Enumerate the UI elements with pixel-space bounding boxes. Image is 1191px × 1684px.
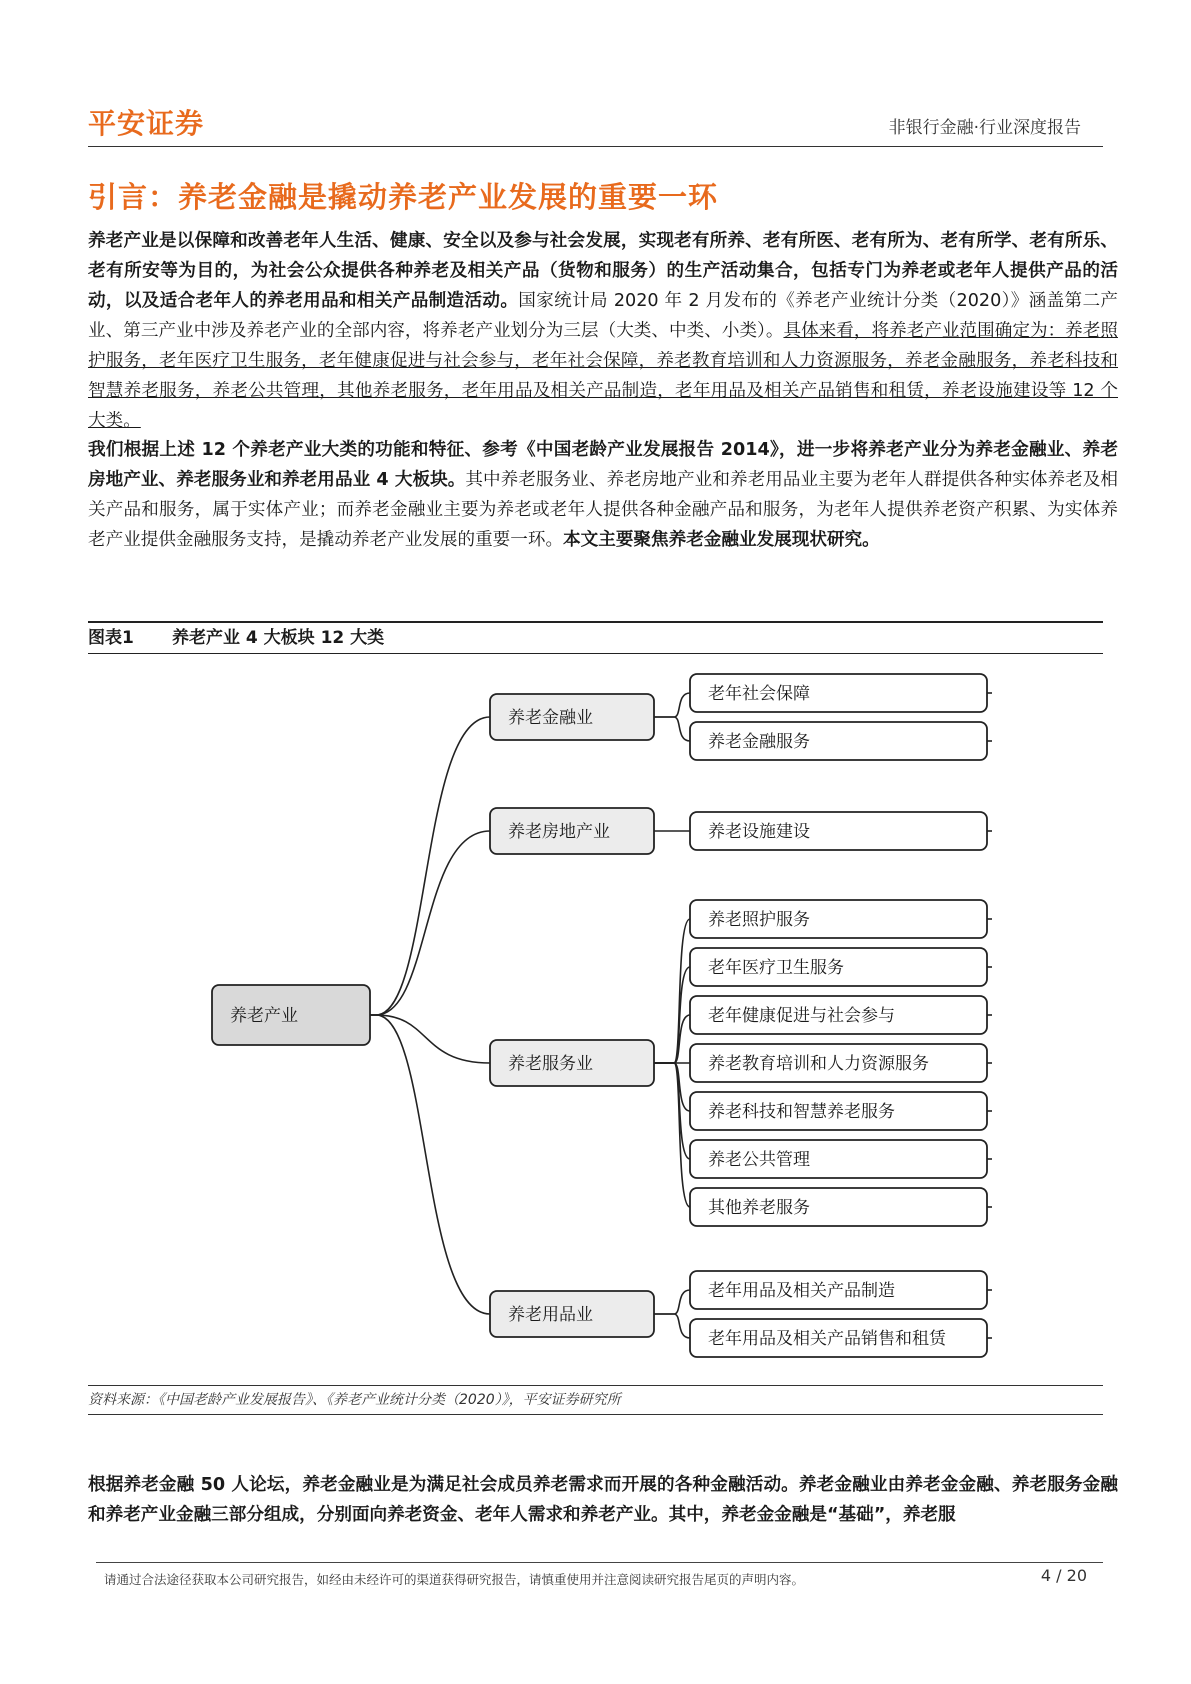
branch-node-label: 养老用品业 [508, 1305, 593, 1325]
branch-node [490, 694, 654, 740]
leaf-node [690, 948, 987, 986]
segments-bold-text: 我们根据上述 12 个养老产业大类的功能和特征、参考《中国老龄产业发展报告 2014》，进一步将养老产业分为养老金融业、养老房地产业、养老服务业和养老用品业 4 大板块。 [88, 440, 1118, 490]
branch-leaf-connector [654, 1290, 690, 1314]
leaf-node [690, 1319, 987, 1357]
leaf-node [690, 900, 987, 938]
branch-leaf-connector [654, 1063, 690, 1207]
leaf-node-label: 养老照护服务 [708, 910, 810, 930]
branch-leaf-connector [654, 717, 690, 741]
leaf-node [690, 1044, 987, 1082]
leaf-node [690, 812, 987, 850]
leaf-node-label: 老年社会保障 [708, 684, 810, 704]
section-title: 引言：养老金融是撬动养老产业发展的重要一环 [88, 180, 719, 214]
leaf-node [690, 1271, 987, 1309]
leaf-node [690, 722, 987, 760]
segments-focus-text: 本文主要聚焦养老金融业发展现状研究。 [563, 530, 880, 550]
branch-node [490, 808, 654, 854]
branch-node [490, 1040, 654, 1086]
intro-bold-text: 养老产业是以保障和改善老年人生活、健康、安全以及参与社会发展，实现老有所养、老有所医、老有所为、老有所学、老有所乐、老有所安等为目的，为社会公众提供各种养老及相关产品（货物和服务）的生产活动集合，包括专门为养老或老年人提供产品的活动，以及适合老年人的养老用品和相关产品制造活动。 [88, 231, 1118, 311]
leaf-node [690, 674, 987, 712]
leaf-node-label: 养老科技和智慧养老服务 [708, 1102, 895, 1122]
branch-node-label: 养老服务业 [508, 1054, 593, 1074]
figure-source: 资料来源：《中国老龄产业发展报告》、《养老产业统计分类（2020）》，平安证券研究所 [88, 1385, 1103, 1415]
leaf-node-label: 养老设施建设 [708, 822, 810, 842]
branch-node [490, 1291, 654, 1337]
leaf-node [690, 996, 987, 1034]
branch-leaf-connector [654, 1015, 690, 1063]
root-branch-connector [370, 717, 490, 1015]
branch-leaf-connector [654, 967, 690, 1063]
page-number: 4 / 20 [1040, 1566, 1087, 1585]
leaf-node-label: 老年用品及相关产品销售和租赁 [708, 1329, 946, 1349]
footer-divider [96, 1562, 1103, 1563]
root-branch-connector [370, 831, 490, 1015]
intro-underlined-text: 具体来看，将养老产业范围确定为：养老照护服务，老年医疗卫生服务，老年健康促进与社会参与，老年社会保障，养老教育培训和人力资源服务，养老金融服务，养老科技和智慧养老服务，养老公共管理，其他养老服务，老年用品及相关产品制造，老年用品及相关产品销售和租赁，养老设施建设等 12 个大类。 [88, 321, 1118, 431]
conclusion-paragraph [88, 1470, 1118, 1530]
branch-leaf-connector [654, 919, 690, 1063]
root-branch-connector [370, 1015, 490, 1063]
branch-node-label: 养老房地产业 [508, 822, 610, 842]
leaf-node-label: 其他养老服务 [708, 1198, 810, 1218]
segments-normal-text: 其中养老服务业、养老房地产业和养老用品业主要为老年人群提供各种实体养老及相关产品和服务，属于实体产业；而养老金融业主要为养老或老年人提供各种金融产品和服务，为老年人提供养老资产积累、为实体养老产业提供金融服务支持，是撬动养老产业发展的重要一环。 [88, 470, 1118, 550]
leaf-node-label: 老年用品及相关产品制造 [708, 1281, 895, 1301]
conclusion-bold-text: 根据养老金融 50 人论坛，养老金融业是为满足社会成员养老需求而开展的各种金融活动。养老金融业由养老金金融、养老服务金融和养老产业金融三部分组成，分别面向养老资金、老年人需求和养老产业。其中，养老金金融是“基础”，养老服 [88, 1475, 1118, 1525]
leaf-node [690, 1188, 987, 1226]
diagram-nodes [212, 674, 987, 1357]
leaf-node-label: 养老教育培训和人力资源服务 [708, 1054, 929, 1074]
branch-leaf-connector [654, 693, 690, 717]
leaf-node [690, 1092, 987, 1130]
company-logo: 平安证券 [88, 107, 205, 140]
root-branch-connector [370, 1015, 490, 1314]
branch-leaf-connector [654, 1063, 690, 1159]
intro-normal-text: 国家统计局 2020 年 2 月发布的《养老产业统计分类（2020）》涵盖第二产业、第三产业中涉及养老产业的全部内容，将养老产业划分为三层（大类、中类、小类）。 [88, 291, 1118, 341]
leaf-node-label: 养老公共管理 [708, 1150, 810, 1170]
root-node-label: 养老产业 [230, 1006, 298, 1026]
branch-leaf-connector [654, 1063, 690, 1111]
leaf-node [690, 1140, 987, 1178]
footer-disclaimer: 请通过合法途径获取本公司研究报告，如经由未经许可的渠道获得研究报告，请慎重使用并注意阅读研究报告尾页的声明内容。 [104, 1572, 805, 1587]
root-node [212, 985, 370, 1045]
leaf-node-label: 老年医疗卫生服务 [708, 958, 844, 978]
figure-number: 图表1 [88, 628, 134, 648]
report-category: 非银行金融·行业深度报告 [888, 118, 1081, 138]
branch-leaf-connector [654, 1314, 690, 1338]
branch-node-label: 养老金融业 [508, 708, 593, 728]
leaf-node-label: 老年健康促进与社会参与 [708, 1006, 895, 1026]
leaf-node-label: 养老金融服务 [708, 732, 810, 752]
figure-title: 养老产业 4 大板块 12 大类 [172, 628, 385, 648]
